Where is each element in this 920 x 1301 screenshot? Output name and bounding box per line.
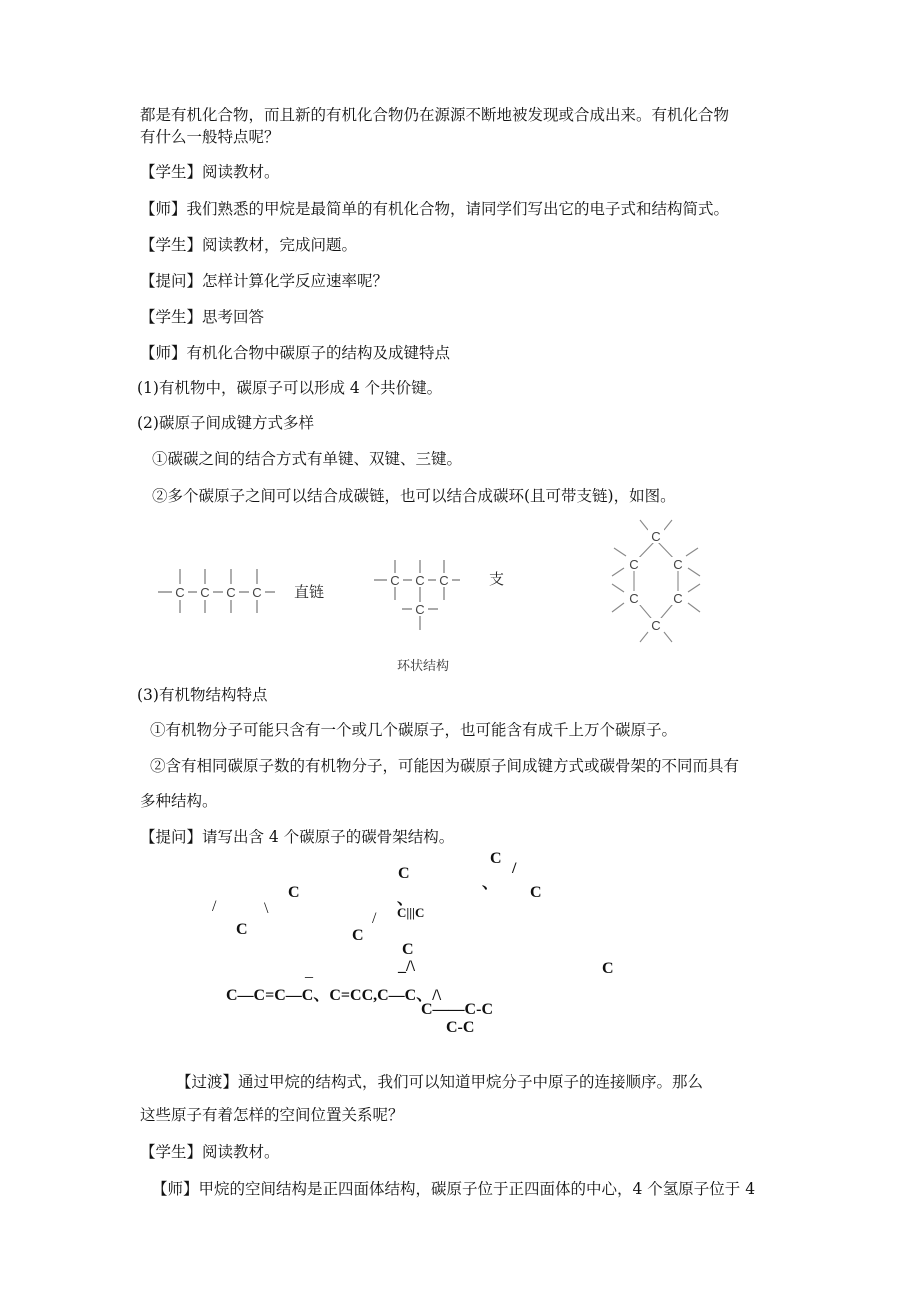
atom-c: C: [252, 585, 262, 600]
paragraph-line: (3)有机物结构特点: [137, 686, 268, 704]
straight-chain-label: 直链: [294, 583, 325, 601]
atom-c: C: [629, 557, 639, 572]
paragraph-line: 【师】我们熟悉的甲烷是最简单的有机化合物，请同学们写出它的电子式和结构简式。: [140, 200, 730, 218]
atom-c: C: [226, 585, 236, 600]
atom-c: C: [651, 529, 661, 544]
paragraph-line: 【学生】思考回答: [140, 308, 265, 326]
paragraph-line: ①有机物分子可能只含有一个或几个碳原子，也可能含有成千上万个碳原子。: [150, 721, 678, 739]
atom-c: C: [673, 591, 683, 606]
atom-c: C: [175, 585, 185, 600]
atom-c: C: [629, 591, 639, 606]
paragraph-line: ②含有相同碳原子数的有机物分子，可能因为碳原子间成键方式或碳骨架的不同而具有: [150, 757, 740, 775]
paragraph-line: 【学生】阅读教材，完成问题。: [140, 236, 358, 254]
atom-c: C: [390, 573, 400, 588]
carbon-atom: C: [352, 927, 364, 944]
bond-stroke: /: [372, 910, 377, 927]
skeleton-line-2: C——C-C: [421, 1001, 493, 1018]
carbon-atom: C: [288, 884, 300, 901]
branch-chain-label: 支: [489, 570, 505, 588]
bond-stroke: 、: [397, 891, 414, 908]
paragraph-line: 【师】有机化合物中碳原子的结构及成键特点: [140, 344, 451, 362]
atom-c: C: [439, 573, 449, 588]
paragraph-line: 多种结构。: [140, 792, 218, 810]
carbon-atom: C: [490, 850, 502, 867]
bond-stroke: /: [212, 898, 217, 915]
branched-chain-diagram: [374, 560, 460, 630]
paragraph-line: (1)有机物中，碳原子可以形成 4 个共价键。: [137, 379, 443, 397]
paragraph-line: 都是有机化合物，而且新的有机化合物仍在源源不断地被发现或合成出来。有机化合物: [140, 106, 730, 124]
carbon-atom: C: [602, 960, 614, 977]
bond-stroke: \: [264, 900, 269, 917]
bond-stroke: _: [305, 963, 313, 980]
atom-c: C: [415, 602, 425, 617]
paragraph-line: 【学生】阅读教材。: [140, 1143, 280, 1161]
carbon-atom: C: [530, 884, 542, 901]
ring-caption: 环状结构: [397, 659, 450, 674]
paragraph-line: 【提问】请写出含 4 个碳原子的碳骨架结构。: [140, 828, 455, 846]
paragraph-line: ②多个碳原子之间可以结合成碳链，也可以结合成碳环(且可带支链)，如图。: [152, 487, 676, 505]
paragraph-line: 这些原子有着怎样的空间位置关系呢？: [140, 1106, 404, 1124]
triple-bond-carbon: C|||C: [397, 905, 425, 920]
paragraph-line: 【学生】阅读教材。: [140, 163, 280, 181]
carbon-chain-figure: [0, 510, 920, 710]
atom-c: C: [200, 585, 210, 600]
atom-c: C: [415, 573, 425, 588]
paragraph-line: 【提问】怎样计算化学反应速率呢？: [140, 272, 389, 290]
atom-c: C: [673, 557, 683, 572]
atom-c: C: [651, 618, 661, 633]
bond-stroke: _/\: [398, 958, 415, 975]
bond-stroke: /: [512, 860, 517, 877]
bond-stroke: 、: [482, 875, 499, 892]
carbon-atom: C: [402, 941, 414, 958]
carbon-atom: C: [398, 865, 410, 882]
paragraph-line: 有什么一般特点呢？: [140, 128, 280, 146]
paragraph-line: 【师】甲烷的空间结构是正四面体结构，碳原子位于正四面体的中心，4 个氢原子位于 4: [152, 1180, 756, 1198]
skeleton-line-3: C-C: [446, 1019, 475, 1036]
paragraph-line: 【过渡】通过甲烷的结构式，我们可以知道甲烷分子中原子的连接顺序。那么: [176, 1073, 704, 1091]
paragraph-line: (2)碳原子间成键方式多样: [137, 414, 314, 432]
paragraph-line: ①碳碳之间的结合方式有单键、双键、三键。: [152, 450, 463, 468]
skeleton-line-1: C—C=C—C、C=CC,C—C、/\: [226, 987, 442, 1004]
carbon-atom: C: [236, 921, 248, 938]
